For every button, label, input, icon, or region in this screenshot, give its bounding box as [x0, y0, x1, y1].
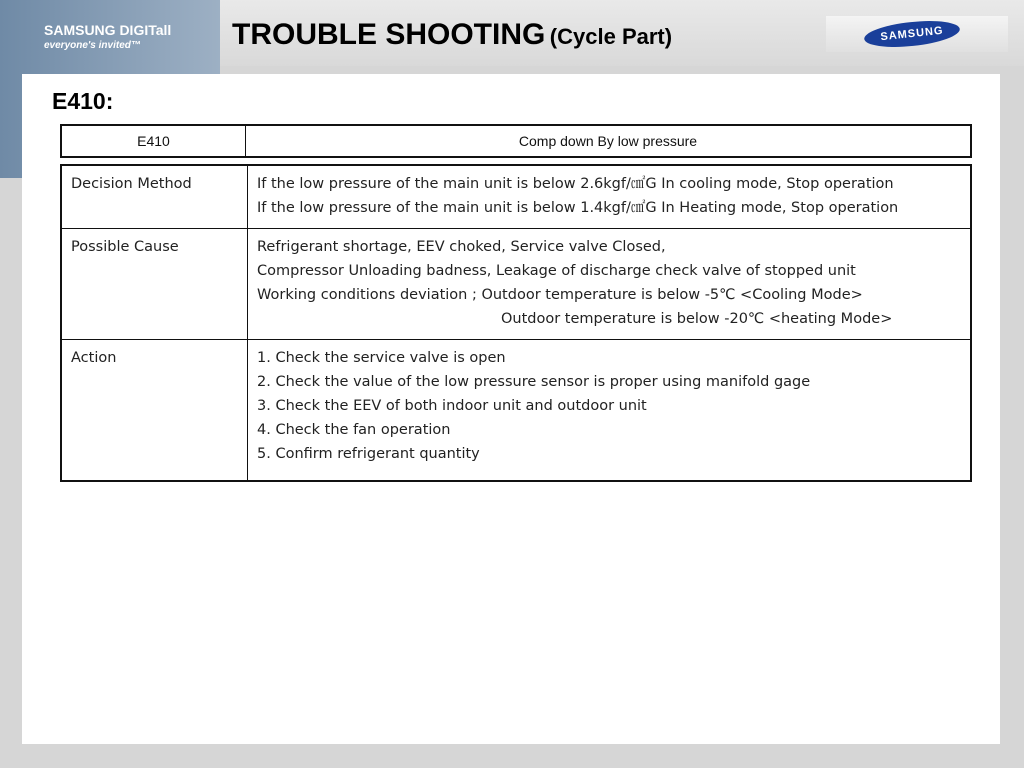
- detail-table: [60, 164, 972, 482]
- logo-text: [44, 22, 171, 54]
- table-row-action: [61, 340, 971, 482]
- row-line: 4. Check the fan operation: [257, 422, 451, 438]
- row-line: Compressor Unloading badness, Leakage of discharge check valve of stopped unit: [257, 263, 856, 279]
- logo-line1: SAMSUNG DIGITall: [44, 22, 172, 38]
- samsung-logo-box: [826, 16, 1008, 52]
- summary-table: [60, 124, 972, 158]
- row-content: [248, 165, 972, 229]
- error-code-heading: E410:: [52, 88, 114, 114]
- row-line: Working conditions deviation ; Outdoor temperature is below -5℃ <Cooling Mode>: [257, 287, 863, 303]
- row-line: Outdoor temperature is below -20℃ <heating Mode>: [501, 311, 893, 327]
- row-line: If the low pressure of the main unit is below 2.6kgf/㎠G In cooling mode, Stop operation: [257, 176, 894, 192]
- title-main: TROUBLE SHOOTING: [232, 18, 546, 51]
- row-line: 5. Confirm refrigerant quantity: [257, 446, 480, 462]
- row-line: Refrigerant shortage, EEV choked, Service valve Closed,: [257, 239, 666, 255]
- row-label: Action: [61, 340, 248, 482]
- table-row-decision: [61, 165, 971, 229]
- summary-code: E410: [61, 125, 246, 157]
- row-line: 3. Check the EEV of both indoor unit and outdoor unit: [257, 398, 647, 414]
- row-content: [248, 340, 972, 482]
- row-label: Decision Method: [61, 165, 248, 229]
- row-line: If the low pressure of the main unit is below 1.4kgf/㎠G In Heating mode, Stop operation: [257, 200, 899, 216]
- row-label: Possible Cause: [61, 229, 248, 340]
- page-title: [232, 18, 672, 52]
- row-line: 2. Check the value of the low pressure sensor is proper using manifold gage: [257, 374, 811, 390]
- row-line: 1. Check the service valve is open: [257, 350, 506, 366]
- title-sub: (Cycle Part): [549, 24, 673, 49]
- logo-line2: everyone's invited™: [44, 40, 141, 51]
- summary-row: [61, 125, 971, 157]
- summary-description: Comp down By low pressure: [246, 125, 972, 157]
- row-content: [248, 229, 972, 340]
- table-row-cause: [61, 229, 971, 340]
- samsung-logo: SAMSUNG: [863, 17, 961, 51]
